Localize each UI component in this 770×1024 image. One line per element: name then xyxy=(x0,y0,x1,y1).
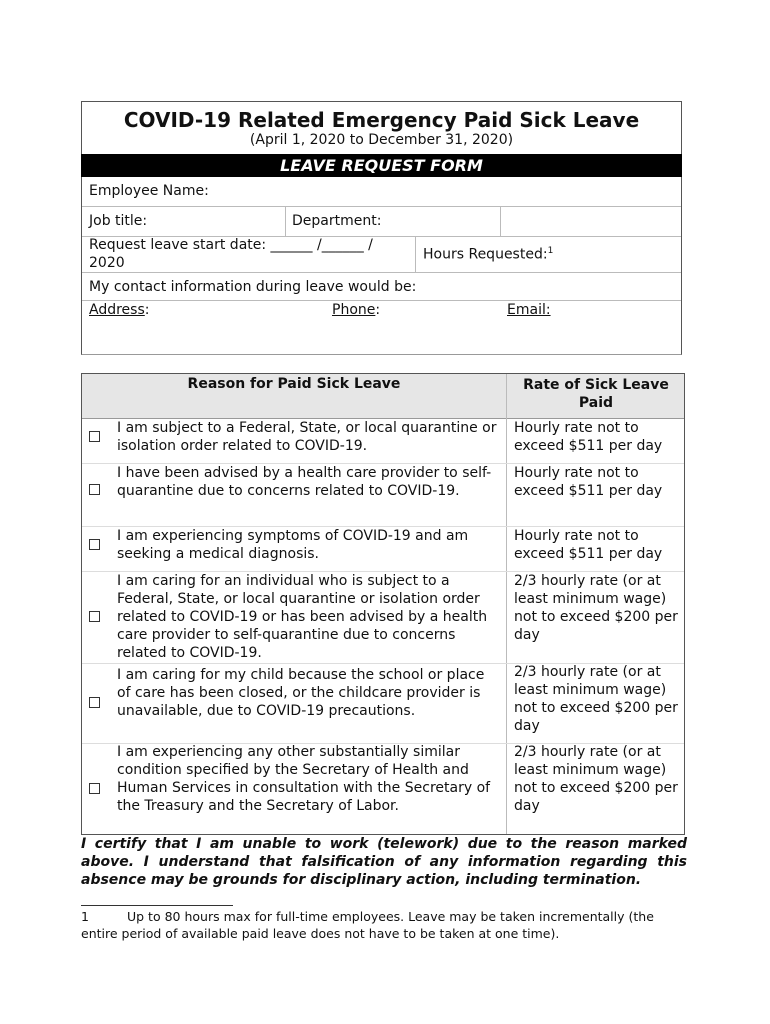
reason-text: I am experiencing symptoms of COVID-19 and am seeking a medical diagnosis. xyxy=(117,528,469,562)
certification-statement: I certify that I am unable to work (telework) due to the reason marked above. I understand that falsification of any information regarding this absence may be grounds for disciplinary action, including termination. xyxy=(81,836,687,888)
reason-table xyxy=(81,373,685,835)
phone-label: Phone xyxy=(332,302,376,318)
footnote-rule xyxy=(81,905,233,906)
reason-checkbox-symptoms[interactable] xyxy=(89,539,100,550)
divider xyxy=(82,206,681,207)
colon: : xyxy=(144,302,150,318)
divider xyxy=(82,300,681,301)
reason-text: I am caring for my child because the school or place of care has been closed, or the childcare provider is unavailable, due to COVID-19 precautions. xyxy=(117,667,485,719)
reason-text: I have been advised by a health care provider to self-quarantine due to concerns related to COVID-19. xyxy=(117,465,492,499)
footnote-ref: 1 xyxy=(547,246,554,256)
form-title: COVID-19 Related Emergency Paid Sick Leave xyxy=(123,108,640,132)
divider xyxy=(285,206,286,236)
column-divider xyxy=(506,374,507,834)
divider xyxy=(82,272,681,273)
footnote-text: Up to 80 hours max for full-time employees. Leave may be taken incrementally (the entire period of available paid leave does not have to be taken at one time). xyxy=(81,909,654,941)
address-field[interactable] xyxy=(89,302,149,318)
rate-text: 2/3 hourly rate (or at least minimum wage) not to exceed $200 per day xyxy=(514,744,678,814)
rate-text: Hourly rate not to exceed $511 per day xyxy=(514,528,663,562)
start-date-year: 2020 xyxy=(89,255,125,271)
rate-column-header: Rate of Sick Leave Paid xyxy=(523,377,669,411)
reason-checkbox-other-condition[interactable] xyxy=(89,783,100,794)
footnote xyxy=(81,908,691,942)
leave-request-form xyxy=(81,101,682,355)
job-title-field[interactable]: Job title: xyxy=(89,213,148,229)
start-date-field[interactable] xyxy=(89,236,414,272)
contact-info-label: My contact information during leave would be: xyxy=(89,279,417,295)
address-label: Address xyxy=(89,302,145,318)
phone-field[interactable] xyxy=(332,302,380,318)
reason-text: I am caring for an individual who is subject to a Federal, State, or local quarantine or isolation order related to COVID-19 or has been advised by a health care provider to self-quarantine due to concerns related to COVID-19. xyxy=(117,573,488,661)
reason-column-header: Reason for Paid Sick Leave xyxy=(187,376,401,392)
rate-text: Hourly rate not to exceed $511 per day xyxy=(514,420,663,454)
reason-checkbox-self-quarantine[interactable] xyxy=(89,484,100,495)
reason-checkbox-quarantine-order[interactable] xyxy=(89,431,100,442)
form-date-range: (April 1, 2020 to December 31, 2020) xyxy=(249,132,514,148)
hours-requested-label: Hours Requested: xyxy=(423,246,548,263)
rate-text: 2/3 hourly rate (or at least minimum wage) not to exceed $200 per day xyxy=(514,664,678,734)
employee-name-field[interactable]: Employee Name: xyxy=(89,183,209,199)
reason-text: I am experiencing any other substantially similar condition specified by the Secretary of Health and Human Services in consultation with the Secretary of the Treasury and the Secretary of Labor. xyxy=(117,744,491,814)
colon: : xyxy=(375,302,381,318)
form-banner: LEAVE REQUEST FORM xyxy=(81,154,682,177)
hours-requested-field[interactable] xyxy=(423,246,553,263)
rate-text: 2/3 hourly rate (or at least minimum wage) not to exceed $200 per day xyxy=(514,573,678,643)
reason-checkbox-caring-individual[interactable] xyxy=(89,611,100,622)
reason-text: I am subject to a Federal, State, or local quarantine or isolation order related to COVID-19. xyxy=(117,420,497,454)
reason-checkbox-caring-child[interactable] xyxy=(89,697,100,708)
divider xyxy=(415,236,416,272)
email-field[interactable]: Email: xyxy=(507,302,551,318)
divider xyxy=(500,206,501,236)
rate-text: Hourly rate not to exceed $511 per day xyxy=(514,465,663,499)
department-field[interactable]: Department: xyxy=(292,213,382,229)
footnote-number: 1 xyxy=(81,909,89,924)
start-date-label: Request leave start date: ______ /______ / xyxy=(89,237,373,253)
